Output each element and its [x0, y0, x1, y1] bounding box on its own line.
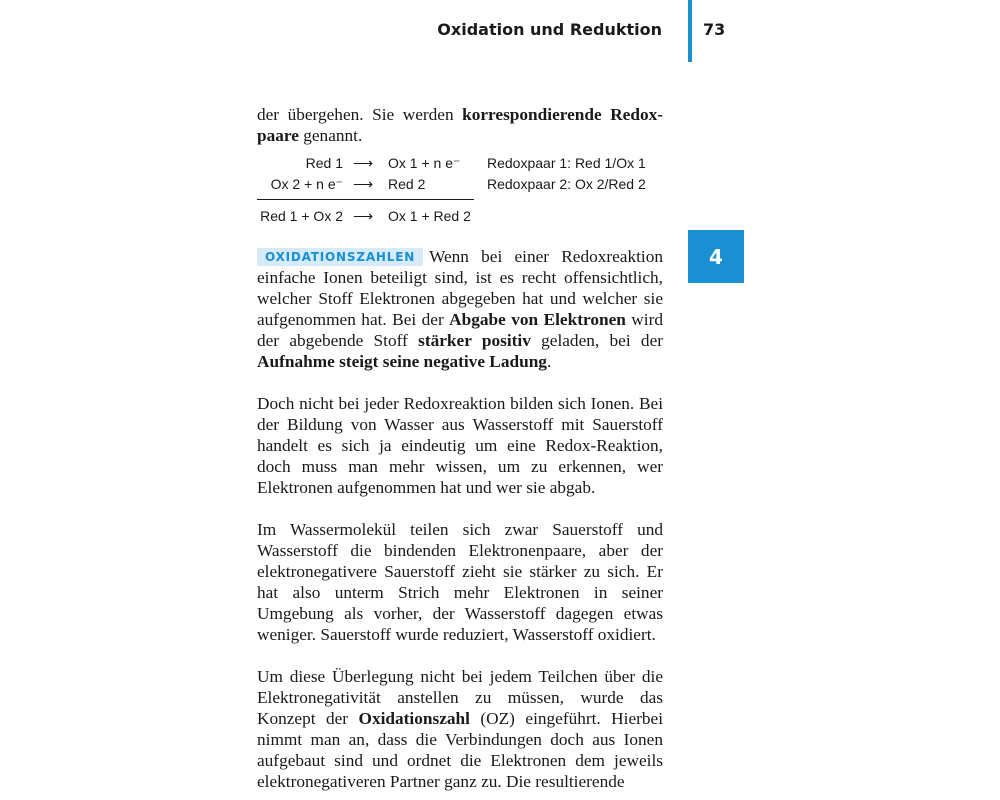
ox-text-3: geladen, bei der: [530, 331, 663, 350]
eq-row2-right: Red 2: [388, 176, 426, 192]
intro-text-2: genannt.: [298, 126, 363, 145]
eq-sum-right: Ox 1 + Red 2: [388, 208, 471, 224]
header-accent-bar: [688, 0, 692, 62]
eq-row1-arrow: ⟶: [353, 155, 374, 171]
oxidationszahlen-paragraph: [257, 246, 663, 372]
eq-sum-left: Red 1 + Ox 2: [260, 208, 343, 224]
intro-text-1: der übergehen. Sie werden: [257, 105, 463, 124]
intro-bold-term: korrespondierende Redox-paare: [257, 105, 663, 145]
ox-text-4: .: [546, 352, 552, 371]
eq-row2-arrow: ⟶: [353, 176, 374, 192]
page-number: 73: [703, 20, 726, 39]
paragraph-oxidationszahl-konzept: [257, 666, 663, 792]
running-header-title: Oxidation und Reduktion: [437, 20, 662, 39]
ox-text-1: Wenn bei einer Redoxreaktion einfache Ionen beteiligt sind, ist es recht offensichtlich, welcher Stoff Elektronen abgegeben hat und welcher sie aufgenommen hat. Bei der: [257, 247, 663, 329]
eq-row1-right: Ox 1 + n e⁻: [388, 155, 461, 171]
eq-sum-arrow: ⟶: [353, 208, 374, 224]
paragraph-ionen: Doch nicht bei jeder Redoxreaktion bilden sich Ionen. Bei der Bildung von Wasser aus Wasserstoff mit Sauerstoff handelt es sich ja eindeutig um eine Redox-Reaktion, doch muss man mehr wissen, um zu erkennen, wer Elektronen aufgenommen hat und wer sie abgab.: [257, 394, 663, 497]
equation-sum-rule: [257, 199, 474, 200]
ox-text-2: wird der abgebende Stoff: [257, 310, 663, 350]
ox-bold-3: Aufnahme steigt seine negative Ladung: [257, 352, 547, 371]
eq-row2-pair: Redoxpaar 2: Ox 2/Red 2: [487, 176, 646, 192]
p4-text-1: Um diese Überlegung nicht bei jedem Teilchen über die Elektronegativität anstellen zu müssen, wurde das Konzept der: [257, 667, 663, 728]
ox-bold-1: Abgabe von Elektronen: [449, 310, 626, 329]
redox-equations: [257, 153, 663, 231]
section-label-oxidationszahlen: OXIDATIONSZAHLEN: [257, 248, 423, 266]
p4-text-2: (OZ) eingeführt. Hierbei nimmt man an, dass die Verbindungen doch aus Ionen aufgebaut sind und ordnet die Elektronen dem jeweils elektronegativeren Partner ganz zu. Die resultierende: [257, 709, 664, 791]
eq-row1-pair: Redoxpaar 1: Red 1/Ox 1: [487, 155, 646, 171]
eq-row1-left: Red 1: [305, 155, 343, 171]
text-column: [257, 104, 663, 792]
p4-bold-term: Oxidationszahl: [358, 709, 470, 728]
eq-row2-left: Ox 2 + n e⁻: [270, 176, 343, 192]
paragraph-wassermolekuel: Im Wassermolekül teilen sich zwar Sauerstoff und Wasserstoff die bindenden Elektronenpaare, aber der elektronegativere Sauerstoff zieht sie stärker zu sich. Er hat also unterm Strich mehr Elektronen in seiner Umgebung als vorher, der Wasserstoff dagegen etwas weniger. Sauerstoff wurde reduziert, Wasserstoff oxidiert.: [257, 520, 663, 644]
chapter-tab: 4: [688, 230, 744, 283]
intro-paragraph: [257, 104, 663, 146]
ox-bold-2: stärker positiv: [418, 331, 531, 350]
